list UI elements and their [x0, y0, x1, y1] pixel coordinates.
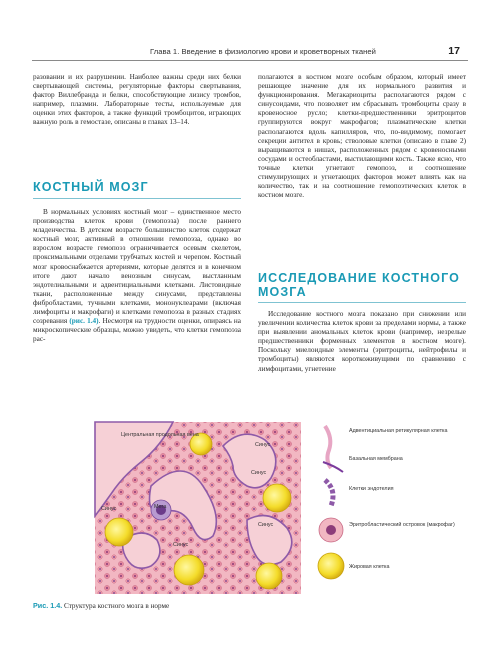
paragraph-continuation-right: полагаются в костном мозге особым образом, который имеет решающее значение для их нормального развития и функционирования. Мегакариоциты располагаются рядом с синусоидами, что позволяет им сбрасывать тромбоциты сразу в кровеносное русло; клетки-предшественники эритроцитов группируются вокруг макрофагов; плазматические клетки располагаются вдоль капилляров, что, по-видимому, помогает секреции антител в кровь; стволовые клетки (описано в главе 2) выращиваются в нишах, расположенных рядом с кровеносными сосудами и остеобластами, выстилающими кость. Также ясно, что точные клетки угнетают гемопоэз, и соотношение стимулирующих и угнетающих факторов может влиять как на количество, так и на соотношение гемопоэтических клеток в костном мозге. — [258, 73, 466, 200]
fat-cell — [256, 563, 282, 589]
right-column-body — [258, 310, 466, 374]
label-sinus-mid: Синус — [251, 470, 267, 476]
section-heading-examination — [258, 271, 460, 299]
basal-membrane-icon — [323, 462, 343, 472]
caption-text: Структура костного мозга в норме — [64, 602, 170, 610]
endothelium-icon — [325, 480, 333, 506]
section-heading-bone-marrow: КОСТНЫЙ МОЗГ — [33, 180, 149, 194]
paragraph-text-a: В нормальных условиях костный мозг – единственное место производства клеток крови (гемопоэза) после раннего младенчества. В детском возрасте большинство клеток содержат костный мозг, активный в отношении гемопоэза, однако во взрослом возрасте гемопоэз ограничивается осевым скелетом, проксимальными отделами трубчатых костей и черепом. Костный мозг кровоснабжается артериями, которые делятся и в конечном итоге дают начало венозным синусам, выстланным эндотелиальными и адвентициальными клетками. Листовидные ткани, расположенные между синусами, представлены фибробластами, тучными клетками, мононуклеарами (включая лимфоциты и макрофаги) и клетками гемопоэза в разных стадиях созревания — [33, 208, 241, 326]
legend-endothelium — [325, 480, 394, 506]
legend-label-basal: Базальная мембрана — [349, 456, 403, 462]
label-sinus-left: Синус — [101, 506, 117, 512]
left-column-body — [33, 208, 241, 344]
macrophage-nucleus-icon — [326, 525, 336, 535]
svg-text:Центральная продольная вена — [121, 432, 199, 438]
section-heading-line-2: МОЗГА — [258, 285, 307, 299]
paragraph-text-b: . Несмотря на трудности оценки, опираясь на микроскопические образцы, можно увидеть, что клетки гемопоэза рас- — [33, 317, 241, 344]
section-heading-line-1: ИССЛЕДОВАНИЕ КОСТНОГО — [258, 271, 460, 285]
figure-bone-marrow-structure — [33, 416, 469, 600]
label-mega: Мега — [154, 504, 167, 510]
legend-label-endothelium: Клетки эндотелия — [349, 486, 394, 492]
page-number: 17 — [448, 45, 460, 57]
legend-erythroblastic-island — [319, 518, 455, 542]
left-column-top — [33, 73, 241, 128]
fat-cell-icon — [318, 553, 344, 579]
adventitial-cell-icon — [325, 426, 331, 468]
label-sinus-low: Синус — [173, 542, 189, 548]
legend-label-fat: Жировая клетка — [349, 564, 390, 570]
paragraph-examination: Исследование костного мозга показано при снижении или увеличении количества клеток крови за пределами нормы, а также при выявлении аномальных клеток крови (например, незрелые предшественники форменных элементов в костном мозге). Поскольку миелоидные элементы (эритроциты, нейтрофилы и тромбоциты) являются короткоживущими по сравнению с лимфоцитами, угнетение — [258, 310, 466, 373]
caption-label: Рис. 1.4. — [33, 601, 63, 610]
label-sinus-right: Синус — [258, 522, 274, 528]
section-rule-2 — [258, 302, 466, 303]
right-column-top — [258, 73, 466, 200]
header-rule — [32, 60, 468, 61]
figure-reference-link[interactable]: (рис. 1.4) — [69, 317, 99, 326]
legend-basal-membrane — [323, 456, 403, 472]
bone-marrow-illustration — [33, 416, 469, 600]
fat-cell — [263, 484, 291, 512]
running-head — [150, 47, 460, 56]
legend-label-adventitial: Адвентициальная ретикулярная клетка — [349, 428, 448, 434]
paragraph-continuation: разовании и их разрушении. Наиболее важны среди них белки свертывающей системы, регуляторные факторы свертывания, фактор Виллебранда и белки, способствующие лизису тромбов, например, плазмин. Лабораторные тесты, используемые для оценки этих факторов, а также функций тромбоцитов, играющих важную роль в гемостазе, описаны в главах 13–14. — [33, 73, 241, 127]
paragraph-bone-marrow — [33, 208, 241, 344]
chapter-title: Глава 1. Введение в физиологию крови и кроветворных тканей — [150, 47, 376, 56]
section-rule — [33, 198, 241, 199]
label-sinus-top: Синус — [255, 442, 271, 448]
fat-cell — [105, 518, 133, 546]
legend-fat-cell — [318, 553, 390, 579]
label-central-vein: Центральная продольная вена — [121, 432, 199, 438]
fat-cell — [174, 555, 204, 585]
legend-label-erythro: Эритробластический островок (макрофаг) — [349, 522, 455, 528]
figure-caption — [33, 601, 169, 610]
